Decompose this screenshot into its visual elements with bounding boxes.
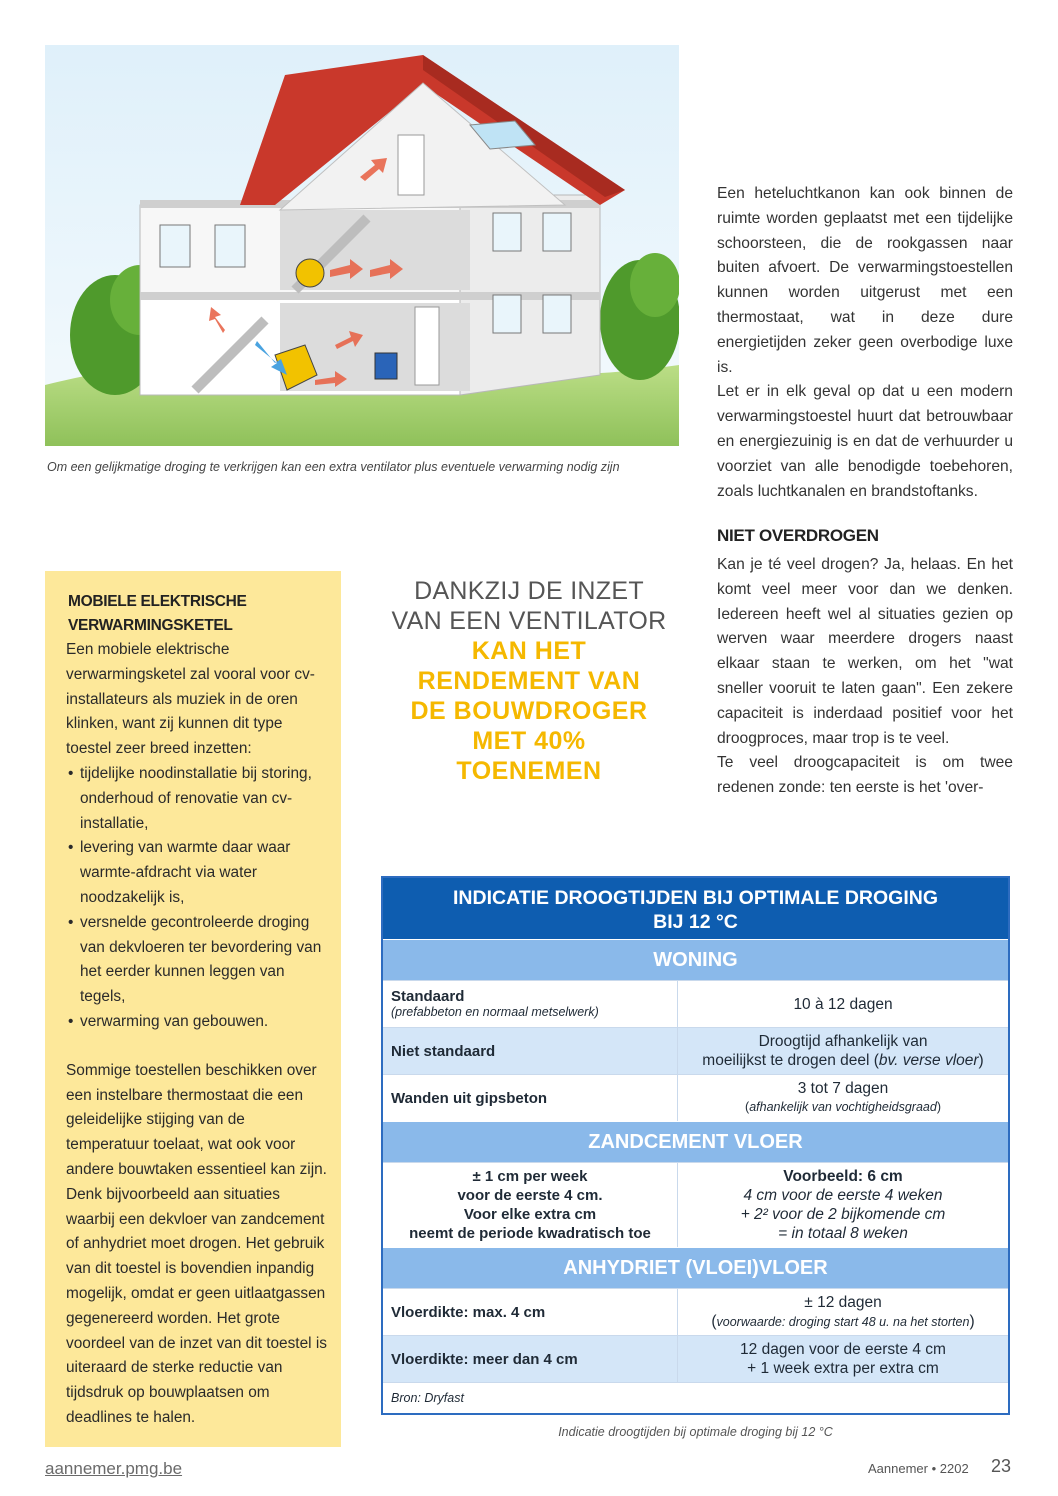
pull-quote-line: TOENEMEN — [456, 757, 602, 785]
paragraph: Let er in elk geval op dat u een modern verwarmingstoestel huurt dat betrouwbaar en energiezuinig is en dat de verhuurder u voorziet van alle benodigde toebehoren, zoals luchtkanalen en brandstoftanks. — [717, 383, 1013, 500]
table-title-line: INDICATIE DROOGTIJDEN BIJ OPTIMALE DROGING — [453, 887, 938, 909]
box-body — [66, 638, 328, 1431]
text-span: bv. verse vloer — [878, 1052, 979, 1069]
cell-line: Voorbeeld: 6 cm — [783, 1168, 903, 1185]
text-span: ( — [745, 1100, 750, 1114]
house-illustration — [45, 45, 679, 446]
table-cell — [383, 1163, 678, 1247]
table-row — [383, 980, 1008, 1027]
table-cell — [678, 1075, 1008, 1121]
pull-quote-line: VAN EEN VENTILATOR — [391, 607, 667, 635]
text-span: voorwaarde: droging start 48 u. na het storten — [716, 1314, 970, 1329]
cell-line: 4 cm voor de eerste 4 weken — [743, 1187, 943, 1204]
row-value: Droogtijd afhankelijk van — [758, 1033, 928, 1050]
text-span: ) — [978, 1052, 984, 1069]
drying-times-table — [381, 876, 1010, 1415]
box-paragraph: Sommige toestellen beschikken over een instelbare thermostaat die een geleidelijke stijging van de temperatuur toelaat, wat ook voor andere bouwtaken essentieel kan zijn. Denk bijvoorbeeld aan situaties waarbij een dekvloer van zandcement of anhydriet moet drogen. Het gebruik van dit toestel is bovendien inpandig mogelijk, omdat er geen uitlaatgassen gegenereerd worden. Het grote voordeel van de inzet van dit toestel is uiteraard de sterke reductie van tijdsdruk op bouwplaatsen om deadlines te halen. — [66, 1061, 327, 1426]
text-span: moeilijkst te drogen deel ( — [702, 1052, 879, 1069]
table-row — [383, 1162, 1008, 1247]
table-cell — [678, 981, 1008, 1027]
article-column-right-bottom — [717, 553, 1013, 801]
table-section-header: ANHYDRIET (VLOEI)VLOER — [383, 1247, 1008, 1288]
cell-line: neemt de periode kwadratisch toe — [409, 1225, 651, 1242]
cell-line: = in totaal 8 weken — [778, 1225, 908, 1242]
table-caption: Indicatie droogtijden bij optimale droging bij 12 °C — [558, 1425, 833, 1439]
table-source: Bron: Dryfast — [383, 1382, 1008, 1413]
table-row — [383, 1074, 1008, 1121]
paragraph: Te veel droogcapaciteit is om twee redenen zonde: ten eerste is het 'over- — [717, 754, 1013, 797]
list-item: • verwarming van gebouwen. — [66, 1010, 328, 1035]
table-row — [383, 1027, 1008, 1074]
image-caption: Om een gelijkmatige droging te verkrijgen kan een extra ventilator plus eventuele verwarming nodig zijn — [47, 460, 620, 474]
paragraph: Een heteluchtkanon kan ook binnen de ruimte worden geplaatst met een tijdelijke schoorsteen, die de rookgassen naar buiten afvoert. De verwarmingstoestellen kunnen worden uitgerust met een thermostaat, wat in deze dure energietijden zeker geen overbodige luxe is. — [717, 185, 1013, 376]
page-number: 23 — [991, 1456, 1012, 1476]
row-value: 10 à 12 dagen — [793, 995, 893, 1013]
list-item: • levering van warmte daar waar warmte-afdracht via water noodzakelijk is, — [66, 836, 328, 910]
pull-quote-intro — [384, 576, 674, 636]
text-span: afhankelijk van vochtigheidsgraad — [749, 1100, 937, 1114]
row-label: Niet standaard — [391, 1042, 496, 1060]
pull-quote-line: MET 40% — [472, 727, 586, 755]
row-value — [745, 1098, 941, 1117]
house-cross-section-icon — [45, 45, 679, 446]
table-title-line: BIJ 12 °C — [653, 911, 738, 933]
box-title: MOBIELE ELEKTRISCHE VERWARMINGSKETEL — [68, 593, 247, 634]
cell-line: ± 1 cm per week — [472, 1168, 588, 1185]
row-label: Vloerdikte: meer dan 4 cm — [391, 1350, 578, 1368]
row-sublabel: (prefabbeton en normaal metselwerk) — [391, 1005, 599, 1019]
table-cell — [383, 1028, 678, 1074]
article-column-right-top — [717, 182, 1013, 504]
footer-magazine-issue: Aannemer • 2202 — [868, 1461, 969, 1476]
footer-site-link[interactable]: aannemer.pmg.be — [45, 1459, 183, 1478]
row-value: 12 dagen voor de eerste 4 cm — [740, 1341, 946, 1358]
pull-quote — [384, 576, 674, 786]
list-item: • tijdelijke noodinstallatie bij storing, onderhoud of renovatie van cv-installatie, — [66, 762, 328, 836]
pull-quote-line: KAN HET — [471, 637, 587, 665]
text-span: ( — [711, 1312, 717, 1330]
cell-line: + 2² voor de 2 bijkomende cm — [740, 1206, 946, 1223]
text-span: ) — [969, 1312, 975, 1330]
box-bullet-list — [66, 762, 328, 1035]
row-label: Vloerdikte: max. 4 cm — [391, 1303, 546, 1321]
pull-quote-highlight — [384, 636, 674, 786]
row-value — [702, 1051, 983, 1070]
table-cell — [383, 981, 678, 1027]
table-section-header: ZANDCEMENT VLOER — [383, 1121, 1008, 1162]
table-row — [383, 1288, 1008, 1335]
list-item: • versnelde gecontroleerde droging van dekvloeren ter bevordering van het eerder kunnen leggen van tegels, — [66, 911, 328, 1010]
box-intro: Een mobiele elektrische verwarmingsketel zal vooral voor cv-installateurs als muziek in de oren klinken, want zij kunnen dit type toestel zeer breed inzetten: — [66, 641, 315, 758]
row-label: Standaard — [391, 988, 465, 1005]
table-section-header: WONING — [383, 939, 1008, 980]
table-cell — [383, 1289, 678, 1335]
cell-line: Voor elke extra cm — [463, 1206, 597, 1223]
table-row — [383, 1335, 1008, 1382]
row-value: ± 12 dagen — [804, 1293, 882, 1311]
table-cell — [678, 1028, 1008, 1074]
paragraph: Kan je té veel drogen? Ja, helaas. En het komt veel meer voor dan we denken. Iedereen heeft wel al situaties gezien op werven waar meerdere drogers naast elkaar staan te werken, om het "wat sneller vooruit te laten gaan". Een zekere capaciteit is inderdaad positief voor het droogproces, maar trop is te veel. — [717, 556, 1013, 747]
text-span: ) — [936, 1100, 941, 1114]
row-value: + 1 week extra per extra cm — [747, 1360, 939, 1377]
table-cell — [678, 1163, 1008, 1247]
table-cell — [678, 1336, 1008, 1382]
cell-line: voor de eerste 4 cm. — [457, 1187, 603, 1204]
row-value: 3 tot 7 dagen — [797, 1080, 889, 1097]
table-cell — [678, 1289, 1008, 1335]
row-label: Wanden uit gipsbeton — [391, 1089, 548, 1107]
sidebar-box — [45, 571, 341, 1447]
table-cell — [383, 1075, 678, 1121]
row-value — [711, 1312, 974, 1332]
pull-quote-line: RENDEMENT VAN — [417, 667, 641, 695]
pull-quote-line: DE BOUWDROGER — [410, 697, 648, 725]
pull-quote-line: DANKZIJ DE INZET — [414, 577, 644, 605]
section-heading: NIET OVERDROGEN — [717, 526, 879, 545]
table-title — [383, 878, 1008, 939]
table-cell — [383, 1336, 678, 1382]
